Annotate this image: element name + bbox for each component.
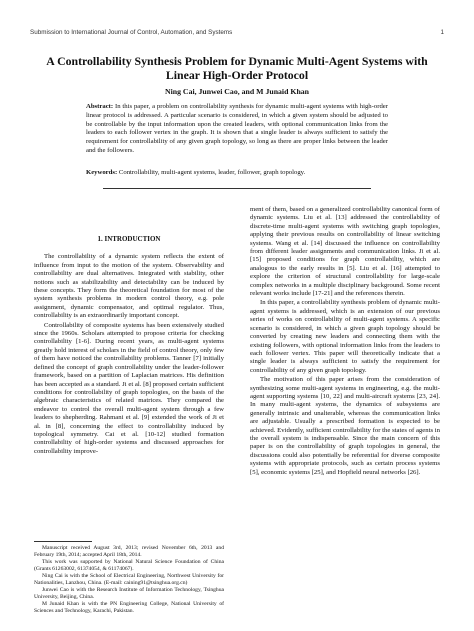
abstract-divider [103, 188, 371, 189]
keywords [86, 169, 388, 178]
footnote-divider [34, 541, 92, 542]
footnotes [34, 545, 224, 615]
abstract-label: Abstract: [86, 103, 114, 110]
left-column [34, 205, 224, 457]
keywords-text: Controllability, multi-agent systems, leader, follower, graph topology. [117, 169, 306, 176]
footnote: M Junaid Khan is with the PN Engineering College, National University of Sciences and Technology, Karachi, Pakistan. [34, 601, 224, 614]
body-paragraph: ment of them, based on a generalized controllability canonical form of dynamic systems. Liu et al. [13] addressed the controllability of discrete-time multi-agent systems with switching graph topologies, applying their previous results on controllability of linear switching systems. Wang et al. [14] discussed the influence on controllability from different leader assignments and communication links. Ji et al. [15] proposed conditions for graph controllability, which are analogous to the early results in [5]. Liu et al. [16] attempted to explore the criterion of structural controllability for large-scale complex networks in a multiple disciplinary background. Some recent relevant works include [17-21] and the references therein. [250, 206, 440, 298]
footnote: Junwei Cao is with the Research Institute of Information Technology, Tsinghua University, Beijing, China. [34, 587, 224, 600]
body-paragraph: The controllability of a dynamic system reflects the extent of influence from input to the motion of the system. Observability and controllability are dual alternatives. Integrated with stability, other notions such as stabilizability and detectability can be induced by these concepts. They form the theoretical foundation for most of the system synthesis problems in modern control theory, e.g. pole assignment, dynamic compensator, and optimal regulator. Thus, controllability is an extraordinarily important concept. [34, 253, 224, 320]
footnote: Manuscript received August 3rd, 2013; revised November 6th, 2013 and February 19th, 2014; accepted April 18th, 2014. [34, 545, 224, 558]
body-paragraph: In this paper, a controllability synthesis problem of dynamic multi-agent systems is addressed, which is an extension of our previous series of works on controllability of multi-agent systems. A specific scenario is considered, in which a given graph topology should be converted by creating new leaders and connecting them with the existing followers, with optional information links from the leaders to each follower vertex. This paper will theoretically indicate that a single leader is always sufficient to satisfy the requirement for controllability of any given graph topology. [250, 299, 440, 374]
abstract-text: In this paper, a problem on controllability synthesis for dynamic multi-agent systems with high-order linear protocol is addressed. A particular scenario is considered, in which a given system should be adjusted to be controllable by the input information upon the created leaders, with optional communication links from the leaders to each follower vertex in the graph. It is shown that a single leader is always sufficient to satisfy the requirement for controllability of any given graph topology, so long as there are proper links between the leader and the followers. [86, 103, 388, 154]
right-column [250, 206, 440, 478]
footnote: Ning Cai is with the School of Electrical Engineering, Northwest University for Nationalities, Lanzhou, China. (E-mail: caining91@tsinghua.org.cn) [34, 573, 224, 586]
keywords-label: Keywords: [86, 169, 118, 176]
page-number: 1 [440, 29, 444, 36]
section-heading: 1. INTRODUCTION [97, 235, 161, 243]
paper-title: A Controllability Synthesis Problem for Dynamic Multi-Agent Systems with Linear High-Order Protocol [46, 54, 428, 82]
running-header [30, 29, 444, 36]
footnote: This work was supported by National Natural Science Foundation of China (Grants 61263002, 61374054, & 61174067). [34, 559, 224, 572]
body-paragraph: The motivation of this paper arises from the consideration of synthesizing some multi-agent systems in engineering, e.g. the multi-agent supporting systems [10, 22] and multi-aircraft systems [23, 24]. In many multi-agent systems, the dynamics of subsystems are generally intrinsic and unalterable, whereas the communication links are adjustable. Usually a prescribed formation is expected to be achieved. Evidently, sufficient controllability for the states of agents in the overall system is indispensable. Since the main concern of this paper is on the controllability of graph topologies in general, the discussions could also potentially be referential for diverse composite systems with appropriate protocols, such as certain process systems [5], economic systems [25], and Hopfield neural networks [26]. [250, 376, 440, 476]
body-paragraph: Controllability of composite systems has been extensively studied since the 1960s. Scholars attempted to propose criteria for checking controllability [1-6]. During recent years, as multi-agent systems greatly hold interest of scholars in the field of control theory, only few of them have noticed the controllability problems. Tanner [7] initially defined the concept of graph controllability under the leader-follower framework, based on a partition of Laplacian matrices. His definition has been accepted as a standard. Ji et al. [8] proposed certain sufficient conditions for controllability of graph topologies, on the basis of the algebraic characteristics of related matrices. They compared the endeavor to control the overall multi-agent system through a few leaders to shepherding. Rahmani et al. [9] extended the work of Ji et al. in [8], concerning the effect to controllability induced by topological symmetry. Cai et al. [10-12] studied formation controllability of high-order systems and discussed approaches for controllability improve- [34, 321, 224, 455]
abstract [86, 103, 388, 156]
author-list: Ning Cai, Junwei Cao, and M Junaid Khan [164, 87, 310, 96]
journal-name: Submission to International Journal of Control, Automation, and Systems [30, 29, 233, 36]
